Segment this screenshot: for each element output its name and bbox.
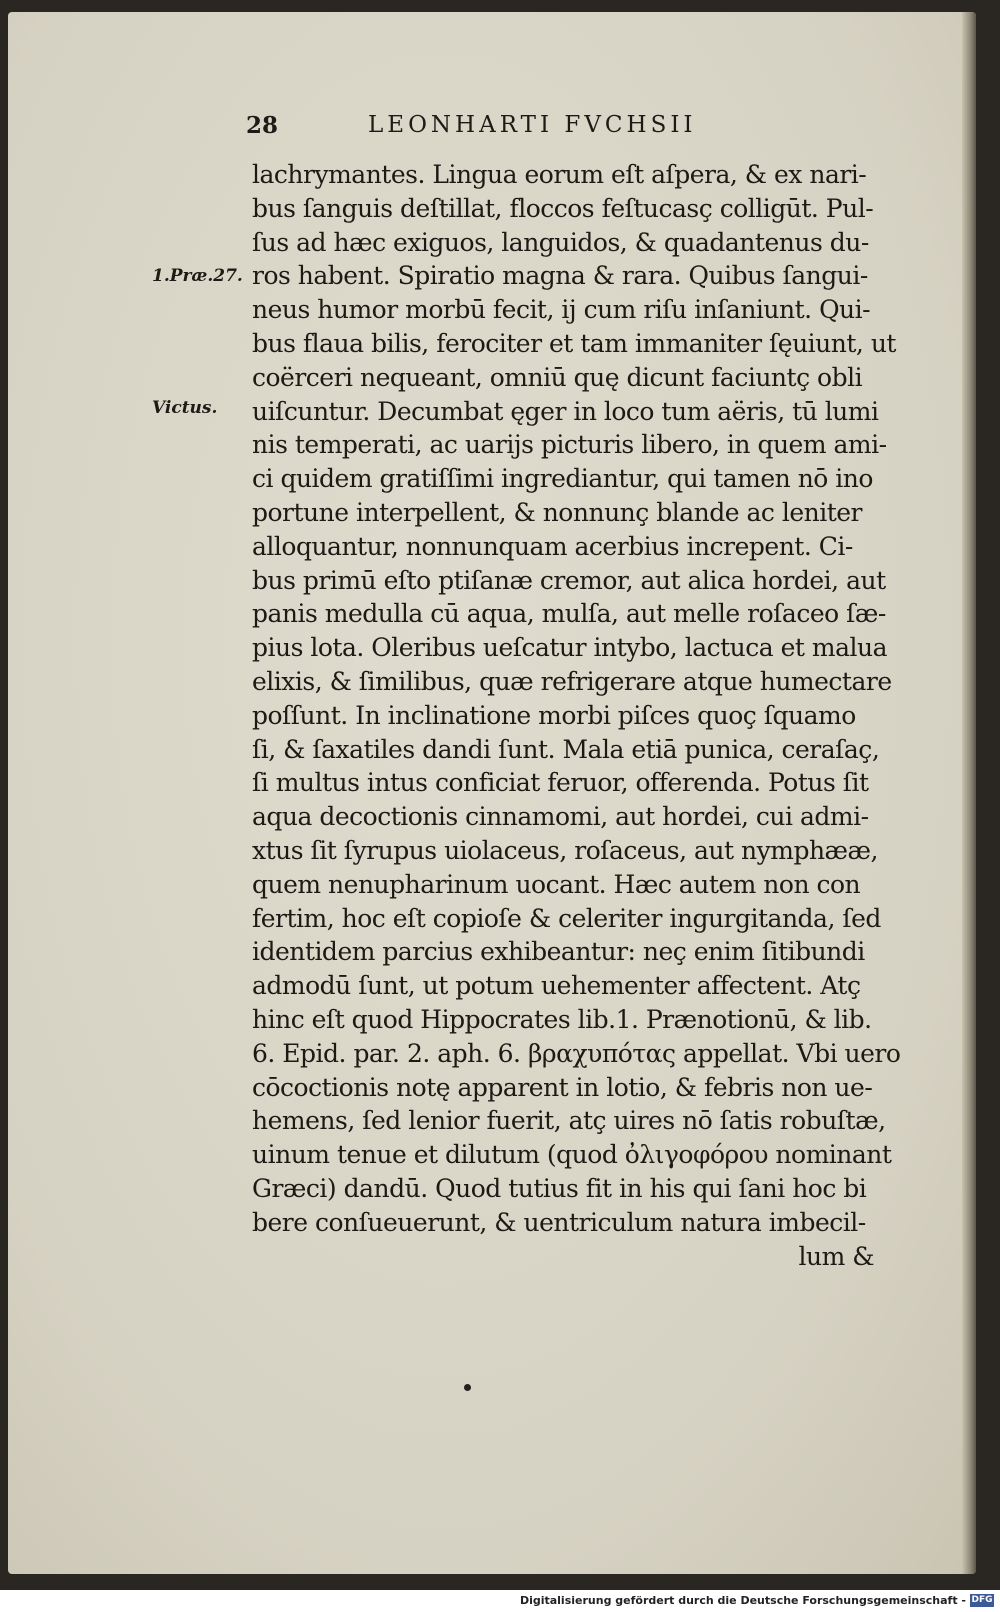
text-line: pius lota. Oleribus ueſcatur intybo, lactuca et malua [252,633,887,663]
text-line: hinc eſt quod Hippocrates lib.1. Prænotionū, & lib. [252,1004,872,1034]
body-text [252,158,901,1273]
text-line: ros habent. Spiratio magna & rara. Quibus ſangui- [252,261,868,291]
text-line: ſi, & ſaxatiles dandi ſunt. Mala etiā punica, ceraſaç, [252,734,880,764]
text-line: uinum tenue et dilutum (quod ὀλιγοφόρου nominant [252,1140,892,1170]
text-line: xtus ſit ſyrupus uiolaceus, roſaceus, aut nymphææ, [252,835,879,865]
text-line: bus flaua bilis, ferociter et tam immaniter ſęuiunt, ut [252,328,896,358]
text-line: ci quidem gratiſſimi ingrediantur, qui tamen nō ino [252,464,873,494]
text-line: cōcoctionis notę apparent in lotio, & febris non ue- [252,1072,873,1102]
page-number: 28 [246,112,279,139]
signature-dot [464,1384,471,1391]
text-line: identidem parcius exhibeantur: neç enim ſitibundi [252,937,865,967]
running-head-title: LEONHARTI FVCHSII [368,112,697,138]
footer [0,1590,1000,1612]
text-line: uiſcuntur. Decumbat ęger in loco tum aëris, tū lumi [252,396,879,426]
text-line: poſſunt. In inclinatione morbi piſces quoç ſquamo [252,700,856,730]
text-line: ſi multus intus conficiat feruor, offerenda. Potus ſit [252,768,869,798]
text-line: hemens, ſed lenior fuerit, atç uires nō ſatis robuſtæ, [252,1106,886,1136]
text-line: quem nenupharinum uocant. Hæc autem non con [252,869,861,899]
margin-note-reference: 1.Præ.27. [152,266,243,286]
text-line: coërceri nequeant, omniū quę dicunt faciuntç obli [252,362,863,392]
text-line: ſus ad hæc exiguos, languidos, & quadantenus du- [252,227,869,257]
text-line: portune interpellent, & nonnunç blande ac leniter [252,497,862,527]
footer-credit: Digitalisierung gefördert durch die Deutsche Forschungsgemeinschaft - [519,1594,966,1607]
text-line: bere conſueuerunt, & uentriculum natura imbecil- [252,1207,866,1237]
page-edge [962,12,976,1574]
catchword-line: lum & [798,1241,874,1271]
margin-note-victus: Victus. [152,398,218,418]
text-line: bus primū eſto ptiſanæ cremor, aut alica hordei, aut [252,565,886,595]
text-line: nis temperati, ac uarijs picturis libero, in quem ami- [252,430,887,460]
text-line: aqua decoctionis cinnamomi, aut hordei, cui admi- [252,802,869,832]
text-line: 6. Epid. par. 2. aph. 6. βραχυπότας appellat. Vbi uero [252,1038,901,1068]
text-line: panis medulla cū aqua, mulſa, aut melle roſaceo ſæ- [252,599,886,629]
running-head [246,112,786,142]
text-line: elixis, & ſimilibus, quæ refrigerare atque humectare [252,666,892,696]
text-line: Græci) dandū. Quod tutius fit in his qui ſani hoc bi [252,1173,867,1203]
text-line: bus ſanguis deſtillat, floccos feſtucasç colligūt. Pul- [252,193,874,223]
dfg-logo: DFG [971,1595,993,1605]
text-line: fertim, hoc eſt copioſe & celeriter ingurgitanda, ſed [252,903,881,933]
text-line: admodū ſunt, ut potum uehementer affectent. Atç [252,971,861,1001]
text-line: lachrymantes. Lingua eorum eſt aſpera, & ex nari- [252,160,867,189]
text-line: neus humor morbū fecit, ij cum riſu inſaniunt. Qui- [252,295,871,325]
text-line: alloquantur, nonnunquam acerbius increpent. Ci- [252,531,853,561]
